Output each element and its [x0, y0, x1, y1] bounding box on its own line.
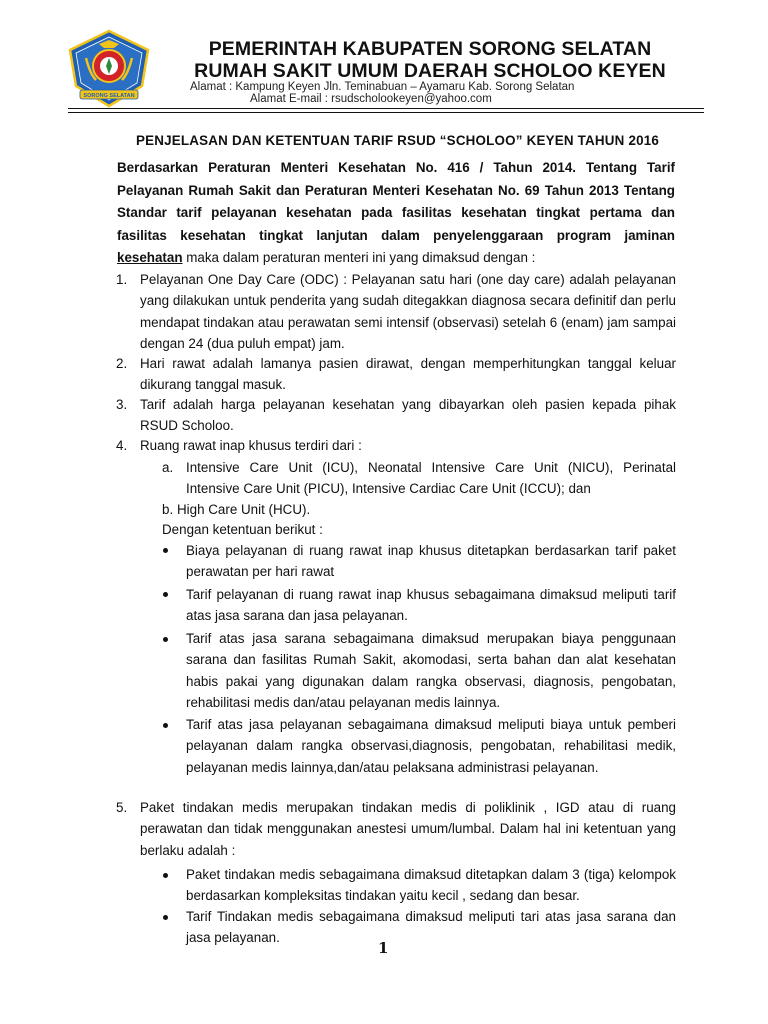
letterhead-divider-thick: [68, 108, 704, 109]
letterhead-hospital-name: RUMAH SAKIT UMUM DAERAH SCHOLOO KEYEN: [194, 60, 666, 82]
intro-paragraph: [117, 157, 675, 270]
bullet-dot: [163, 873, 168, 878]
bullet-text: Paket tindakan medis sebagaimana dimaksud ditetapkan dalam 3 (tiga) kelompok berdasarkan kompleksitas tindakan yaitu kecil , sedang dan besar.: [186, 867, 676, 904]
bullet-text: Tarif atas jasa pelayanan sebagaimana dimaksud meliputi biaya untuk pemberi pelayanan dalam rangka observasi,diagnosis, pengobatan, rehabilitasi medik, pelayanan medis lainnya,dan/atau pelaksana administrasi pelayanan.: [186, 717, 676, 775]
intro-underlined-word: kesehatan: [117, 250, 183, 266]
letterhead-government-name: PEMERINTAH KABUPATEN SORONG SELATAN: [208, 38, 652, 60]
intro-regulation-text: Berdasarkan Peraturan Menteri Kesehatan No. 416 / Tahun 2014. Tentang Tarif Pelayanan Rumah Sakit dan Peraturan Menteri Kesehatan No. 69 Tahun 2013 Tentang Standar tarif pelayanan kesehatan pada fasilitas kesehatan tingkat pertama dan fasilitas kesehatan tingkat lanjutan dalam penyelenggaraan program jaminan: [117, 160, 675, 243]
bullet-text: Tarif atas jasa sarana sebagaimana dimaksud merupakan biaya penggunaan sarana dan fasilitas Rumah Sakit, akomodasi, serta bahan dan alat kesehatan habis pakai yang digunakan dalam rangka observasi, diagnosis, pengobatan, rehabilitasi medis dan/atau pelayanan medis lainnya.: [186, 631, 676, 710]
letterhead: [160, 38, 700, 82]
subitem-text: Intensive Care Unit (ICU), Neonatal Intensive Care Unit (NICU), Perinatal Intensive Care Unit (PICU), Intensive Cardiac Care Unit (ICCU); dan: [186, 460, 676, 497]
item-number: 5.: [116, 800, 128, 815]
item-text: Tarif adalah harga pelayanan kesehatan yang dibayarkan oleh pasien kepada pihak RSUD Scholoo.: [140, 397, 676, 434]
letterhead-divider-thin: [68, 112, 704, 113]
item-number: 2.: [116, 356, 128, 371]
item-text: Hari rawat adalah lamanya pasien dirawat, dengan memperhitungkan tanggal keluar dikurang tanggal masuk.: [140, 356, 676, 393]
subitem-letter: a.: [162, 460, 174, 475]
intro-rest-text: maka dalam peraturan menteri ini yang dimaksud dengan :: [182, 250, 536, 266]
item-number: 1.: [116, 272, 128, 287]
logo-banner-text: SORONG SELATAN: [83, 93, 135, 99]
letterhead-address: Alamat : Kampung Keyen Jln. Teminabuan – Ayamaru Kab. Sorong Selatan: [190, 81, 575, 93]
item-text: Pelayanan One Day Care (ODC) : Pelayanan satu hari (one day care) adalah pelayanan yang dilakukan untuk penderita yang sudah ditegakkan diagnosa secara definitif dan perlu mendapat tindakan atau perawatan semi intensif (observasi) setelah 6 (enam) jam sampai dengan 24 (dua puluh empat) jam.: [140, 272, 676, 351]
subitem-letter: b.: [162, 502, 174, 517]
bullet-dot: [163, 723, 168, 728]
bullet-dot: [163, 548, 168, 553]
item-number: 4.: [116, 438, 128, 453]
bullet-text: Tarif pelayanan di ruang rawat inap khusus sebagaimana dimaksud meliputi tarif atas jasa sarana dan jasa pelayanan.: [186, 587, 676, 624]
subitem-text: High Care Unit (HCU).: [177, 502, 311, 517]
bullet-dot: [163, 592, 168, 597]
item-text: Ruang rawat inap khusus terdiri dari :: [140, 438, 362, 453]
regency-emblem-logo: [66, 28, 152, 110]
bullet-text: Tarif Tindakan medis sebagaimana dimaksud meliputi tari atas jasa sarana dan jasa pelayanan.: [186, 909, 676, 946]
bullet-text: Biaya pelayanan di ruang rawat inap khusus ditetapkan berdasarkan tarif paket perawatan per hari rawat: [186, 543, 676, 580]
ketentuan-label: Dengan ketentuan berikut :: [162, 522, 323, 537]
bullet-dot: [163, 915, 168, 920]
item-number: 3.: [116, 397, 128, 412]
bullet-dot: [163, 637, 168, 642]
letterhead-email: Alamat E-mail : rsudscholookeyen@yahoo.com: [250, 93, 492, 105]
item-text: Paket tindakan medis merupakan tindakan medis di poliklinik , IGD atau di ruang perawatan dan tidak menggunakan anestesi umum/lumbal. Dalam hal ini ketentuan yang berlaku adalah :: [140, 800, 676, 858]
document-title: PENJELASAN DAN KETENTUAN TARIF RSUD “SCHOLOO” KEYEN TAHUN 2016: [136, 133, 660, 148]
page-number: 1: [378, 939, 389, 957]
